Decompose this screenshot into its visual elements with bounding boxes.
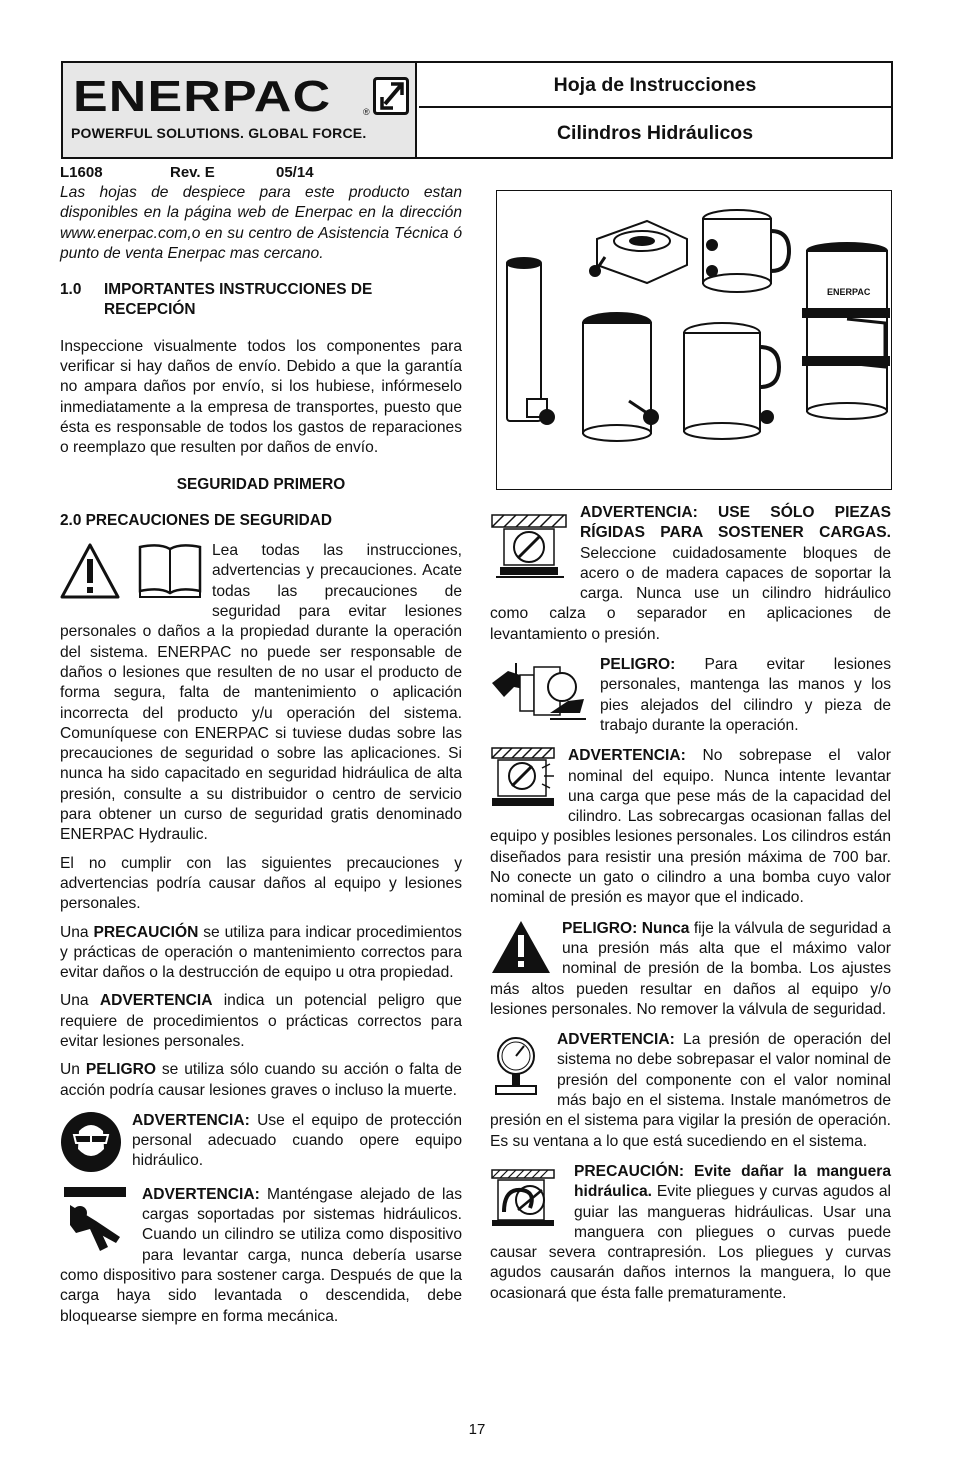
safety-glasses-icon — [60, 1111, 122, 1173]
hands-danger: PELIGRO: Para evitar lesiones personales, mantenga las manos y los pies alejados del cilindro y pieza de trabajo durante la operación. — [600, 656, 891, 734]
short-cylinder — [583, 313, 658, 441]
overload-icon — [490, 746, 558, 808]
enerpac-logo: ENERPAC — [73, 72, 332, 121]
hose-caution-icon — [490, 1168, 564, 1228]
left-column — [60, 163, 462, 1335]
warning-definition: Una ADVERTENCIA indica un potencial peligro que requiere de procedimientos o prácticas correctos para evitar lesiones personales. — [60, 992, 462, 1050]
pressure-gauge-icon — [490, 1034, 548, 1104]
figure-enerpac-label: ENERPAC — [827, 287, 871, 297]
danger-triangle-icon — [490, 919, 552, 975]
read-all-text: Lea todas las instrucciones, advertencias y precauciones. Acate todas las precauciones de seguridad para evitar lesiones personales o daños a la propiedad durante la operación del sistema. ENERPAC no puede ser responsable de daños o lesiones que resulten de no usar el producto de forma segura, falta de mantenimiento o aplicación incorrecta del producto y/u operación del sistema. Comuníquese con ENERPAC si tuviese dudas sobre las precauciones de seguridad o sobre las aplicaciones. Si nunca ha sido capacitado en seguridad hidráulica de alta presión, consulte a su distribuidor o centro de servicio para obtener un curso de seguridad gratis denominado ENERPAC Hydraulic. — [60, 542, 462, 844]
lock-nut-cylinder — [703, 210, 789, 292]
hose-caution: PRECAUCIÓN: Evite dañar la manguera hidráulica. Evite pliegues y curvas agudos al guiar las mangueras hidráulicas. Usar una manguera con pliegues o curvas puede causar severa contrapresión. Los pliegues y curvas agudos causarán daños internos la manguera, lo que ocasionará que ésta falle prematuramente. — [490, 1162, 891, 1302]
large-cylinder — [803, 243, 890, 419]
section1-heading — [60, 280, 462, 321]
doc-rev: Rev. E — [170, 164, 215, 181]
doc-code: L1608 — [60, 164, 103, 181]
page-number: 17 — [468, 1421, 486, 1438]
section1-number: 1.0 — [60, 281, 82, 299]
warning-triangle-icon — [62, 545, 118, 597]
cylinders-illustration — [496, 190, 892, 490]
relief-valve-danger: PELIGRO: Nunca fije la válvula de seguridad a una presión más alta que el máximo valor nominal de presión de la bomba. Los ajustes más altos pueden resultar en daños al equipo y/o lesiones personales. No remover la válvula de seguridad. — [490, 919, 891, 1018]
rigid-support-icon — [490, 511, 570, 587]
section1-heading-line1: IMPORTANTES INSTRUCCIONES DE — [104, 281, 373, 299]
document-header — [61, 61, 893, 159]
doc-subtitle: Cilindros Hidráulicos — [556, 122, 754, 144]
handle-cylinder — [684, 323, 779, 439]
logo-cell — [63, 63, 417, 157]
tall-cylinder — [507, 258, 554, 424]
safety-first-heading: SEGURIDAD PRIMERO — [176, 475, 346, 493]
rating-warning: ADVERTENCIA: No sobrepase el valor nominal del equipo. Nunca intente levantar una carga que pese más de la capacidad del cilindro. Las sobrecargas ocasionan fallas del equipo y posibles lesiones personales. Los cilindros están diseñados para resistir una presión máxima de 700 bar. No conecte un gato o cilindro a una bomba cuyo valor nominal de presión es mayor que el indicado. — [490, 747, 891, 907]
right-column — [490, 503, 891, 1312]
caution-definition: Una PRECAUCIÓN se utiliza para indicar procedimientos y prácticas de operación o mantenimiento correctos para evitar daños o la destrucción de equipo u otra propiedad. — [60, 923, 462, 982]
enerpac-logo-icon — [373, 77, 409, 115]
tagline: POWERFUL SOLUTIONS. GLOBAL FORCE. — [71, 125, 367, 141]
danger-definition: Un PELIGRO se utiliza sólo cuando su acción o falta de acción podría causar lesiones graves o incluso la muerte. — [60, 1061, 462, 1099]
ppe-warning: ADVERTENCIA: Use el equipo de protección personal adecuado cuando opere equipo hidráulico. — [132, 1111, 462, 1170]
hand-foot-danger-icon — [490, 659, 590, 723]
falling-load-icon — [60, 1185, 130, 1255]
doc-title: Hoja de Instrucciones — [419, 63, 891, 108]
hydraulic-cylinders-drawing — [497, 191, 890, 488]
intro-text: Las hojas de despiece para este producto estan disponibles en la página web de Enerpac en la dirección www.enerpac.com,o en su centro de Asistencia Técnica ó punto de venta Enerpac mas cercano. — [60, 184, 462, 262]
rigid-parts-warning: ADVERTENCIA: USE SÓLO PIEZAS RÍGIDAS PARA SOSTENER CARGAS. Seleccione cuidadosamente bloques de acero o de madera capaces de soportar la carga. Nunca use un cilindro hidráulico como calza o separador en aplicaciones de levantamiento o presión. — [490, 504, 891, 643]
gauge-warning: ADVERTENCIA: La presión de operación del sistema no debe sobrepasar el valor nominal de presión del componente con el valor nominal más bajo en el sistema. Instale manómetros de presión en el sistema para vigilar la presión de operación. Es su ventana a lo que está sucediendo en el sistema. — [490, 1031, 891, 1150]
doc-date: 05/14 — [276, 164, 314, 181]
title-cell — [419, 63, 891, 157]
registered-mark: ® — [363, 107, 370, 117]
book-icon — [140, 546, 200, 598]
flat-cylinder — [590, 221, 687, 283]
section1-heading-line2: RECEPCIÓN — [104, 301, 196, 319]
warning-read-manual-icons — [60, 541, 202, 601]
load-warning: ADVERTENCIA: Manténgase alejado de las cargas soportadas por sistemas hidráulicos. Cuando un cilindro se utiliza como dispositivo para levantar carga, nunca debería usarse como dispositivo para sostener carga. Después de que la carga haya sido levantada o descendida, debe bloquearse siempre en forma mecánica. — [60, 1185, 462, 1325]
section1-body: Inspeccione visualmente todos los componentes para verificar si hay daños de envío. Debido a que la garantía no ampara daños por envío, si los hubiese, infórmeselo inmediatamente a la empresa de transportes, puesto que ésta es responsable de todos los gastos de reparaciones o reemplazo que resulten por daños de envío. — [60, 337, 462, 457]
doc-reference — [60, 163, 462, 183]
not-comply-text: El no cumplir con las siguientes precauciones y advertencias podría causar daños al equipo y lesiones personales. — [60, 854, 462, 913]
section2-heading: 2.0 PRECAUCIONES DE SEGURIDAD — [60, 511, 332, 529]
